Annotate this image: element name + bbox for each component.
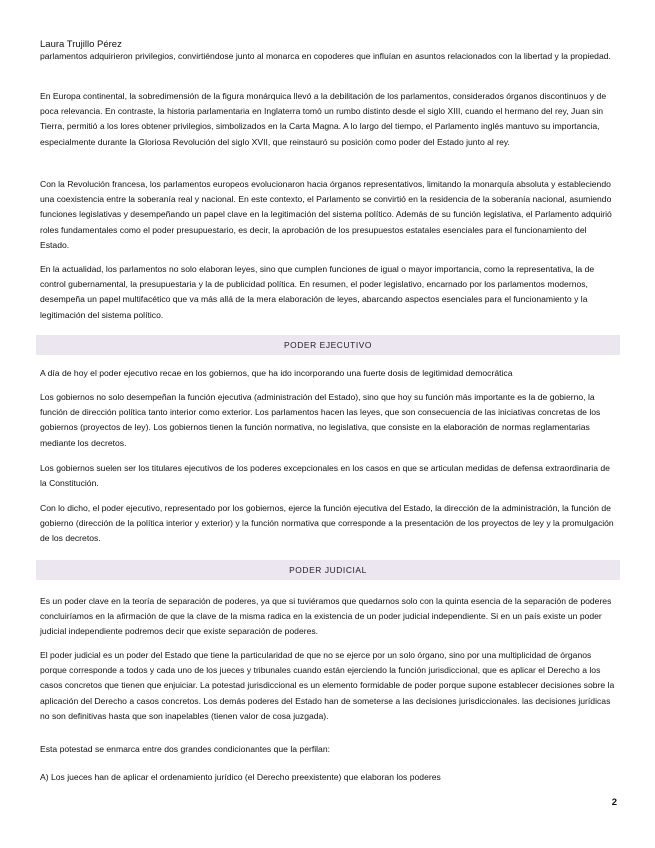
ejecutivo-paragraph-1: A día de hoy el poder ejecutivo recae en los gobiernos, que ha ido incorporando una fuerte dosis de legitimidad democrática <box>40 368 513 378</box>
ejecutivo-paragraph-3: Los gobiernos suelen ser los titulares ejecutivos de los poderes excepcionales en los casos en que se articulan medidas de defensa extraordinaria de la Constitución. <box>40 463 610 489</box>
author-header: Laura Trujillo Pérez <box>40 39 122 50</box>
paragraph-actualidad: En la actualidad, los parlamentos no solo elaboran leyes, sino que cumplen funciones de igual o mayor importancia, como la representativa, la de control gubernamental, la presupuestaria y la de publicidad política. En resumen, el poder legislativo, encarnado por los parlamentos modernos, desempeña un papel multifacético que va más allá de la mera elaboración de leyes, abarcando aspectos esenciales para el funcionamiento y la legitimación del sistema político. <box>40 264 595 320</box>
judicial-paragraph-1: Es un poder clave en la teoría de separación de poderes, ya que si tuviéramos que quedarnos solo con la quinta esencia de la separación de poderes concluiríamos en la afirmación de que la clave de la misma radica en la existencia de un poder judicial independiente. Si en un país existe un poder judicial independiente podremos decir que existe separación de poderes. <box>40 596 612 637</box>
page-number: 2 <box>611 797 617 808</box>
judicial-paragraph-2: El poder judicial es un poder del Estado que tiene la particularidad de que no se ejerce por un solo órgano, sino por una multiplicidad de órganos porque corresponde a todos y cada uno de los jueces y tribunales cuando están ejerciendo la función jurisdiccional, que es aplicar el Derecho a los casos concretos que tienen que enjuiciar. La potestad jurisdiccional es un elemento formidable de poder porque supone establecer decisiones sobre la aplicación del Derecho a casos concretos. Los demás poderes del Estado han de someterse a las decisiones jurisdiccionales. las decisiones jurídicas no son definitivas hasta que son inapelables (tienen valor de cosa juzgada). <box>40 650 615 721</box>
section-heading-judicial: PODER JUDICIAL <box>36 560 620 580</box>
ejecutivo-paragraph-2: Los gobiernos no solo desempeñan la función ejecutiva (administración del Estado), sino que hoy su función más importante es la de gobierno, la función de dirección política tanto interior como exterior. Los parlamentos hacen las leyes, que son consecuencia de las iniciativas concretas de los gobiernos (proyectos de ley). Los gobiernos tienen la función normativa, no legislativa, que consiste en la elaboración de normas reglamentarias mediante los decretos. <box>40 392 601 448</box>
paragraph-europa: En Europa continental, la sobredimensión de la figura monárquica llevó a la debilitación de los parlamentos, considerados órganos discontinuos y de poca relevancia. En contraste, la historia parlamentaria en Inglaterra tomó un rumbo distinto desde el siglo XIII, cuando el hermano del rey, Juan sin Tierra, permitió a los lores obtener privilegios, simbolizados en la Carta Magna. A lo largo del tiempo, el Parlamento inglés mantuvo su importancia, especialmente durante la Gloriosa Revolución del siglo XVII, que reinstauró su posición como poder del Estado junto al rey. <box>40 91 607 147</box>
paragraph-revolucion: Con la Revolución francesa, los parlamentos europeos evolucionaron hacia órganos representativos, limitando la monarquía absoluta y estableciendo una coexistencia entre la soberanía real y nacional. En este contexto, el Parlamento se convirtió en la residencia de la soberanía nacional, asumiendo funciones legislativas y desempeñando un papel clave en la legitimación del sistema político. Además de su función legislativa, el Parlamento adquirió roles fundamentales como el poder presupuestario, es decir, la aprobación de los presupuestos estatales esenciales para el funcionamiento del Estado. <box>40 179 612 250</box>
judicial-list-item-a: A) Los jueces han de aplicar el ordenamiento jurídico (el Derecho preexistente) que elaboran los poderes <box>40 772 441 782</box>
section-heading-ejecutivo: PODER EJECUTIVO <box>36 335 620 355</box>
judicial-paragraph-3: Esta potestad se enmarca entre dos grandes condicionantes que la perfilan: <box>40 744 330 754</box>
ejecutivo-paragraph-4: Con lo dicho, el poder ejecutivo, representado por los gobiernos, ejerce la función ejecutiva del Estado, la dirección de la administración, la función de gobierno (dirección de la política interior y exterior) y la función normativa que corresponde a la presentación de los proyectos de ley y la promulgación de los decretos. <box>40 503 614 544</box>
intro-continuation-paragraph: parlamentos adquirieron privilegios, convirtiéndose junto al monarca en copoderes que influían en asuntos relacionados con la libertad y la propiedad. <box>40 51 611 61</box>
